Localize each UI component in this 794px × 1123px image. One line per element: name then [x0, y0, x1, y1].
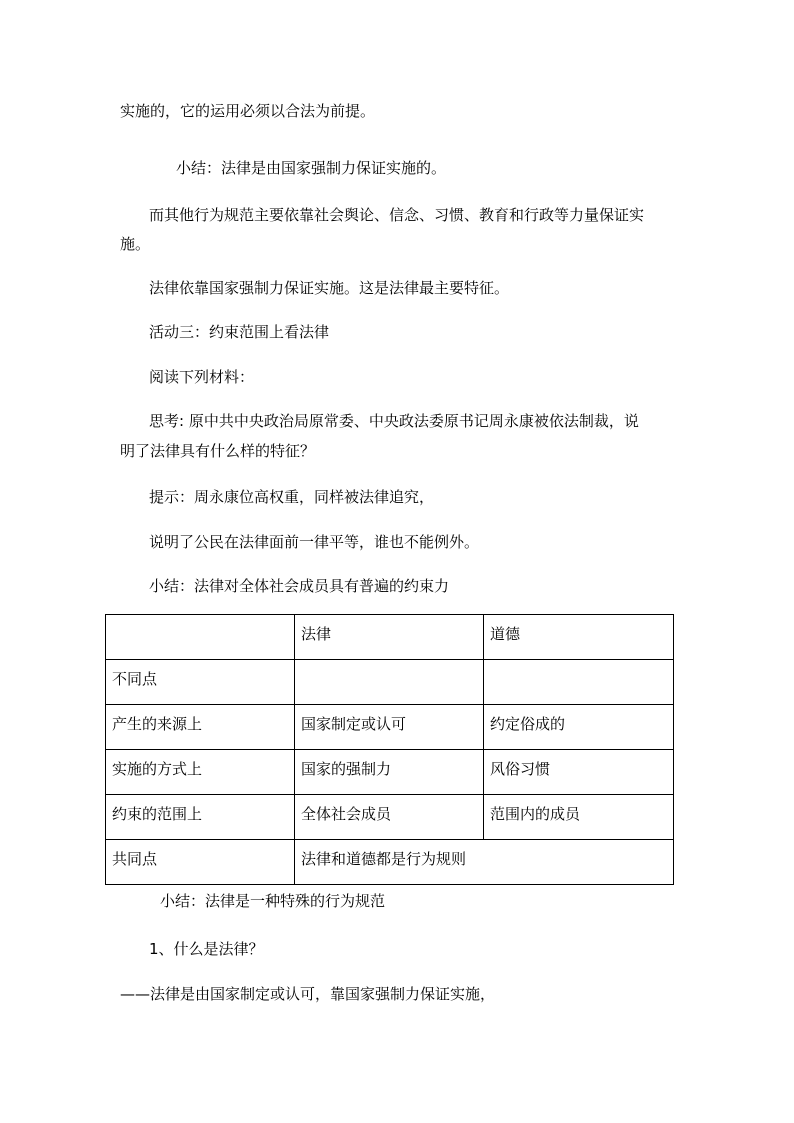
question-what-is-law: 1、什么是法律？ — [149, 940, 264, 958]
table-header-row — [106, 615, 674, 660]
summary-paragraph: 小结：法律是由国家强制力保证实施的。 — [176, 159, 447, 177]
paragraph-other-norms-line2: 施。 — [120, 235, 151, 253]
summary-binding-force: 小结：法律对全体社会成员具有普遍的约束力 — [149, 577, 450, 595]
table-cell: 不同点 — [106, 660, 295, 705]
activity-heading: 活动三：约束范围上看法律 — [149, 323, 330, 341]
table-cell: 全体社会成员 — [295, 795, 484, 840]
table-cell: 约束的范围上 — [106, 795, 295, 840]
question-paragraph-line2: 明了法律具有什么样的特征？ — [120, 442, 316, 460]
question-paragraph-line1: 思考: 原中共中央政治局原常委、中央政法委原书记周永康被依法制裁，说 — [149, 412, 639, 430]
table-row — [106, 750, 674, 795]
table-cell — [295, 660, 484, 705]
summary-special-norm: 小结：法律是一种特殊的行为规范 — [160, 892, 386, 910]
table-cell: 风俗习惯 — [484, 750, 674, 795]
table-row-common — [106, 840, 674, 885]
law-morality-comparison-table — [105, 614, 674, 885]
table-cell: 约定俗成的 — [484, 705, 674, 750]
table-cell: 产生的来源上 — [106, 705, 295, 750]
table-header-cell — [106, 615, 295, 660]
hint-paragraph: 提示：周永康位高权重，同样被法律追究， — [149, 488, 435, 506]
table-row — [106, 705, 674, 750]
paragraph-1: 实施的，它的运用必须以合法为前提。 — [120, 102, 376, 120]
table-cell: 范围内的成员 — [484, 795, 674, 840]
table-cell: 法律和道德都是行为规则 — [295, 840, 674, 885]
table-cell: 国家制定或认可 — [295, 705, 484, 750]
paragraph-law-feature: 法律依靠国家强制力保证实施。这是法律最主要特征。 — [149, 279, 510, 297]
reading-instruction: 阅读下列材料： — [149, 368, 255, 386]
table-header-cell: 法律 — [295, 615, 484, 660]
table-cell: 国家的强制力 — [295, 750, 484, 795]
explanation-paragraph: 说明了公民在法律面前一律平等，谁也不能例外。 — [149, 533, 480, 551]
table-cell — [484, 660, 674, 705]
definition-paragraph: ——法律是由国家制定或认可，靠国家强制力保证实施， — [120, 985, 496, 1003]
paragraph-other-norms-line1: 而其他行为规范主要依靠社会舆论、信念、习惯、教育和行政等力量保证实 — [149, 206, 645, 224]
table-row — [106, 795, 674, 840]
table-cell: 共同点 — [106, 840, 295, 885]
table-row — [106, 660, 674, 705]
table-header-cell: 道德 — [484, 615, 674, 660]
table-cell: 实施的方式上 — [106, 750, 295, 795]
